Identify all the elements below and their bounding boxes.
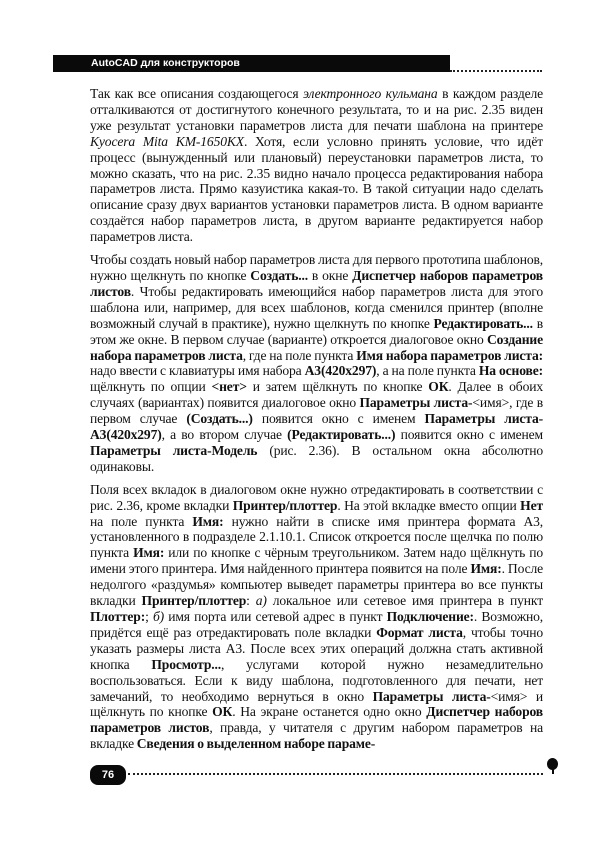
text-run: , чтобы точно указать размеры листа А3. После всех этих операций должна стать активной кнопка [90,624,543,672]
bold-term: Имя: [192,513,224,529]
bold-term: Сведения о выделенном наборе параме- [136,736,376,752]
text-run: локальное или сетевое имя принтера в пункт [266,593,543,609]
bold-term: (Создать...) [186,411,253,427]
text-run: Чтобы создать новый набор параметров листа для первого прототипа шаблонов, нужно щелкнуть по кнопке [90,252,543,283]
bold-term: Создать... [250,267,309,283]
text-run: и затем щёлкнуть по кнопке [246,379,429,395]
paragraph [90,86,543,245]
text-run: ; [145,609,153,624]
text-run: (рис. 2.36). В остальном окна абсолютно одинаковы. [90,442,543,474]
text-run: . Далее в обоих случаях (вариантах) появится диалоговое окно [90,379,543,411]
text-run: и щёлкнуть по кнопке [90,688,544,720]
text-run: в окне [308,267,353,283]
bold-term: Параметры листа- [372,688,491,704]
paragraph [90,482,543,752]
text-run: появится окно с именем [252,411,425,427]
bold-term: ОК [212,704,233,720]
bold-term: А3(420x297) [304,363,377,379]
bold-term: Нет [520,497,543,513]
text-run: . Возможно, придётся ещё раз отредактировать поле вкладки [90,609,543,640]
text-run: в этом же окне. В первом случае (варианте) откроется диалоговое окно [90,315,543,347]
bold-term: Плоттер: [90,609,146,624]
page-body-text [90,86,543,759]
bold-term: Формат листа [376,624,463,640]
text-run: нужно найти в списке имя принтера формата А3, установленного в подразделе 2.1.10.1. Список откроется после щелчка по полю пункта [90,513,544,561]
footer-dotted-rule [128,773,543,775]
bold-term: Диспетчер наборов параметров листов [90,704,543,736]
text-run: , где на поле пункта [242,347,357,363]
text-run: щёлкнуть по опции [90,379,212,395]
text-run: на поле пункта [90,513,193,529]
text-run: , правда, у читателя с другим набором параметров на вкладке [90,720,543,752]
running-title: AutoCAD для конструкторов [91,57,240,69]
text-run: . Чтобы редактировать имеющийся набор параметров листа для этого шаблона или, например, для всех шаблонов, когда сменился принтер (вполне возможный случай в практике), нужно щелкнуть по кнопке [90,283,543,331]
text-run: , а во втором случае [161,427,288,443]
text-run: , а на поле пункта [376,363,479,379]
text-run: . Хотя, если условно принять условие, что идёт процесс (вынужденный или плановый) переустановки параметров листа, то можно сказать, что на рис. 2.35 видно начало процесса редактирования набора параметров листа. Прямо казуистика какая-то. В такой ситуации надо сделать описание сразу двух вариантов установки параметров листа. В одном варианте создаётся набор параметров листа, в другом варианте редактируется набор параметров листа. [90,133,543,245]
bold-term: На основе: [478,363,543,379]
text-run: в каждом разделе отталкиваются от достигнутого конечного результата, то и на рис. 2.35 виден уже результат установки параметров листа для печати шаблона на принтере [90,86,543,133]
bold-term: Создание набора параметров листа [90,331,543,363]
bold-term: Диспетчер наборов параметров листов [90,267,543,299]
italic-term: а) [255,593,267,609]
text-run: появится окно с именем [395,427,544,443]
text-run: или по кнопке с чёрным треугольником. Затем надо щёлкнуть по имени этого принтера. Имя найденного принтера появится на поле [90,545,543,577]
bold-term: Подключение: [386,609,474,624]
bold-term: Имя набора параметров листа: [356,347,543,363]
text-run: . На экране останется одно окно [232,704,427,720]
bold-term: Параметры листа- [359,395,473,411]
text-run: Так как все описания создающегося [90,86,303,101]
text-run: , услугами которой нужно незамедлительно воспользоваться. Если к виду шаблона, подготовленного для печати, нет замечаний, то необходимо вернуться в окно [90,656,544,704]
bold-term: <нет> [211,379,247,395]
paragraph [90,252,543,475]
text-run: имя порта или сетевой адрес в пункт [164,609,387,624]
text-run: . После недолгого «раздумья» компьютер выведет параметры принтера во все пункты вкладки [90,561,543,609]
text-run: : [246,593,256,609]
bold-term: Параметры листа-Модель [90,442,258,458]
text-run: Поля всех вкладок в диалоговом окне нужно отредактировать в соответствии с рис. 2.36, кроме вкладки [90,481,543,513]
text-run: <имя> [472,395,510,411]
bold-term: Имя: [470,561,502,577]
continuation-bullet-icon [547,758,558,770]
page-number-badge: 76 [90,765,126,785]
bold-term: Параметры листа-А3(420x297) [90,411,543,443]
italic-term: б) [152,609,165,624]
text-run: надо ввести с клавиатуры имя набора [90,363,305,379]
text-run: , где в первом случае [90,395,543,427]
running-header-bar [53,55,450,72]
italic-term: электронного кульмана [302,86,438,101]
bold-term: Принтер/плоттер [141,593,247,609]
italic-term: Kyocera Mita KM-1650KX [90,133,244,149]
bold-term: Редактировать... [433,315,533,331]
text-run: <имя> [490,688,528,704]
bold-term: (Редактировать...) [287,427,396,443]
header-dotted-rule [450,70,542,72]
bold-term: ОК [428,379,449,395]
bold-term: Просмотр... [151,656,221,672]
text-run: . На этой вкладке вместо опции [337,497,521,513]
bold-term: Имя: [133,545,165,561]
bold-term: Принтер/плоттер [232,497,338,513]
